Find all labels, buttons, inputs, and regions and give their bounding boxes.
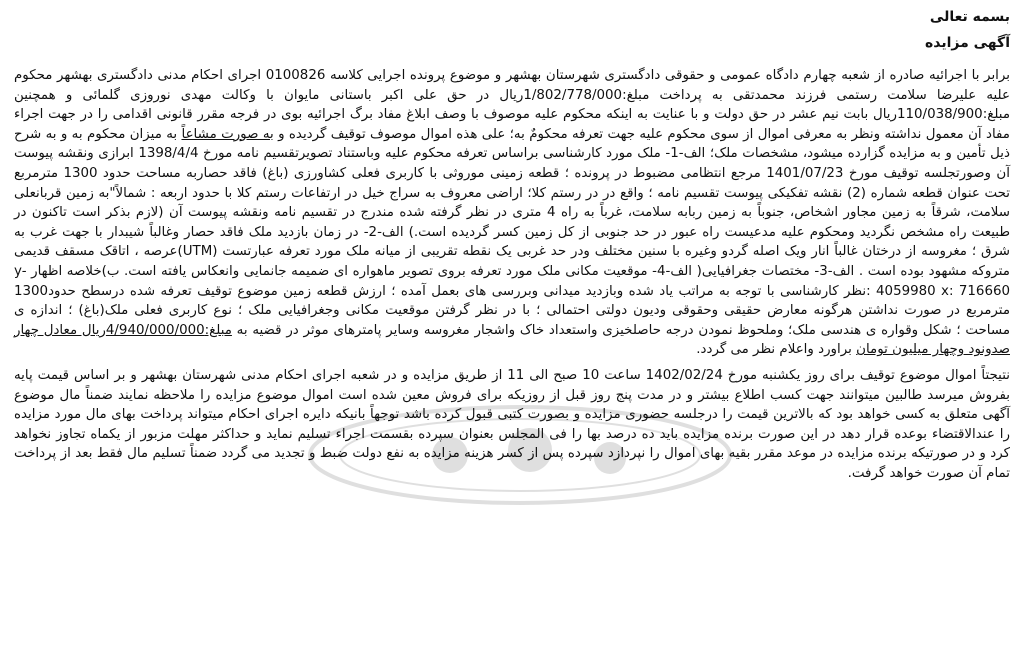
notice-body-underline-shared: به صورت مشاعاً — [181, 126, 274, 142]
heading-bismillah: بسمه تعالی — [929, 9, 1010, 25]
notice-conclusion-paragraph: نتیجتاً اموال موضوع توقیف برای روز یکشنبه مورخ 1402/02/24 ساعت 10 صبح الی 11 از طریق مزایده و در شعبه اجرای احکام مدنی شهرستان بهشهر و بر اساس قیمت پایه بفروش میرسد طالبین میتوانند جهت کسب اطلاع بیشتر و در مدت پنج روز قبل از روزیکه برای فروش معین شده است اموال موضوع مزایده را ملاحظه نمایند ضمناً مال موضوع آگهی متعلق به کسی خواهد بود که بالاترین قیمت را درجلسه حضوری مزایده و بصورت کتبی قبول کرده باشد توجهاً بانیکه دایره اجرای احکام میتواند پرداخت بهای مال مورد مزایده را عندالاقتضاء بوعده قرار دهد در این صورت برنده مزایده باید ده درصد بها را فی المجلس بعنوان سپرده بقسمت اجراء تسلیم نماید و حداکثر مهلت مزبور از یکماه تجاوز نخواهد کرد و در صورتیکه برنده مزایده در موعد مقرر بقیه بهای اموال را نپردازد سپرده پس از کسر هزینه مزایده به نفع دولت ضبط و تجدید می گردد ضمناً تسلیم مال فقط بعد از پرداخت تمام آن صورت خواهد گرفت. — [14, 367, 1010, 481]
notice-body-part-a: برابر با اجرائیه صادره از شعبه چهارم دادگاه عمومی و حقوقی دادگستری شهرستان بهشهر و موضوع پرونده اجرایی کلاسه 0100826 اجرای احکام مدنی دادگستری بهشهر محکوم علیه علیرضا سلامت رستمی فرزند محمدتقی به پرداخت مبلغ:1/802/778/000ریال در حق علی اکبر باستانی مایوان با وکالت مهدی نوروزی گلمائی و همچنین مبلغ:110/038/900ریال بابت نیم عشر در حق دولت و با عنایت به اینکه محکوم علیه موصوف با وصف ابلاغ مفاد برگ اجرائیه بوی در فرجه مقرر قانونی اقدامی را در جهت اجراء مفاد آن معمول نداشته ونظر به معرفی اموال از سوی محکوم علیه جهت تعرفه محکومٌ به؛ علی هذه اموال موصوف توقیف گردیده و — [14, 68, 1011, 142]
notice-body-underline-amount: مبلغ:4/940/000/000ریال معادل چهار صدونود وچهار میلیون تومان — [14, 322, 1010, 358]
notice-body-part-b: به میزان محکوم به و به شرح ذیل تأمین و به مزایده گزارده میشود، مشخصات ملک؛ الف-1- ملک مورد کارشناسی براساس تعرفه محکوم علیه وباستناد تصویرتقسیم نامه مورخ 1398/4/4 ابرازی ونقشه پیوست آن وصورتجلسه توقیف مورخ 1401/07/23 مرجع انتظامی مضبوط در پرونده ؛ قطعه زمینی موروثی با کاربری فعلی کشاورزی (باغ) فاقد حصاربه مساحت حدود 1300 مترمربع تحت عنوان قطعه شماره (2) نقشه تفکیکی پیوست تقسیم نامه ؛ واقع در در رستم کلا؛ اراضی معروف به سراج خیل در ارتفاعات رستم کلا با حدود اربعه : شمالاً"به زمین قربانعلی سلامت، شرقاً به زمین مجاور اشخاص، جنوباً به زمین ربابه سلامت، غرباً به راه 4 متری در نظر گرفته شده مندرج در تقسیم نامه ونقشه پیوست آن (لازم بذکر است تاکنون در طبیعت راه مشخص نگردید ومحکوم علیه مدعیست راه عبور در حد جنوبی از کل زمین کسر گردیده است.) الف-2- در زمان بازدید ملک فاقد حصار وغالباً شیبدار با جهت غرب به شرق ؛ مغروسه از درختان غالباً انار ویک اصله گردو وغیره با سنین مختلف ودر حد غربی یک نقطه تقریبی از میانه ملک مورد تعرفه عبارتست (UTM)عرصه ، اتاقک مسقف قدیمی متروکه مشهود بوده است . الف-3- مختصات جغرافیایی( الف-4- موقعیت مکانی ملک مورد تعرفه بروی تصویر ماهواره ای ضمیمه جانمایی وانعکاس یافته است. ب)خلاصه اظهار y- 4059980 x: 716660 :نظر کارشناسی با توجه به مراتب یاد شده وبازدید میدانی وبررسی های بعمل آمده ؛ ارزش قطعه زمین موضوع توقیف تعرفه شده درسطح حدود1300 مترمربع در صورت نداشتن هرگونه معارض حقیقی وحقوقی ودیون دولتی احتمالی ؛ با در نظر گرفتن موقعیت مکانی وجغرافیایی ملک ؛ نوع کاربری فعلی ملک(باغ) ؛ اندازه ی مساحت ؛ شکل وقواره ی هندسی ملک؛ وملحوظ نمودن درجه حاصلخیزی واستعداد خاک واشجار مغروسه وسایر پامترهای موثر در قضیه به — [14, 126, 1011, 338]
heading-auction-notice: آگهی مزایده — [924, 35, 1010, 51]
notice-body-part-c: براورد واعلام نظر می گردد. — [696, 342, 857, 358]
notice-body-paragraph — [14, 66, 1010, 360]
